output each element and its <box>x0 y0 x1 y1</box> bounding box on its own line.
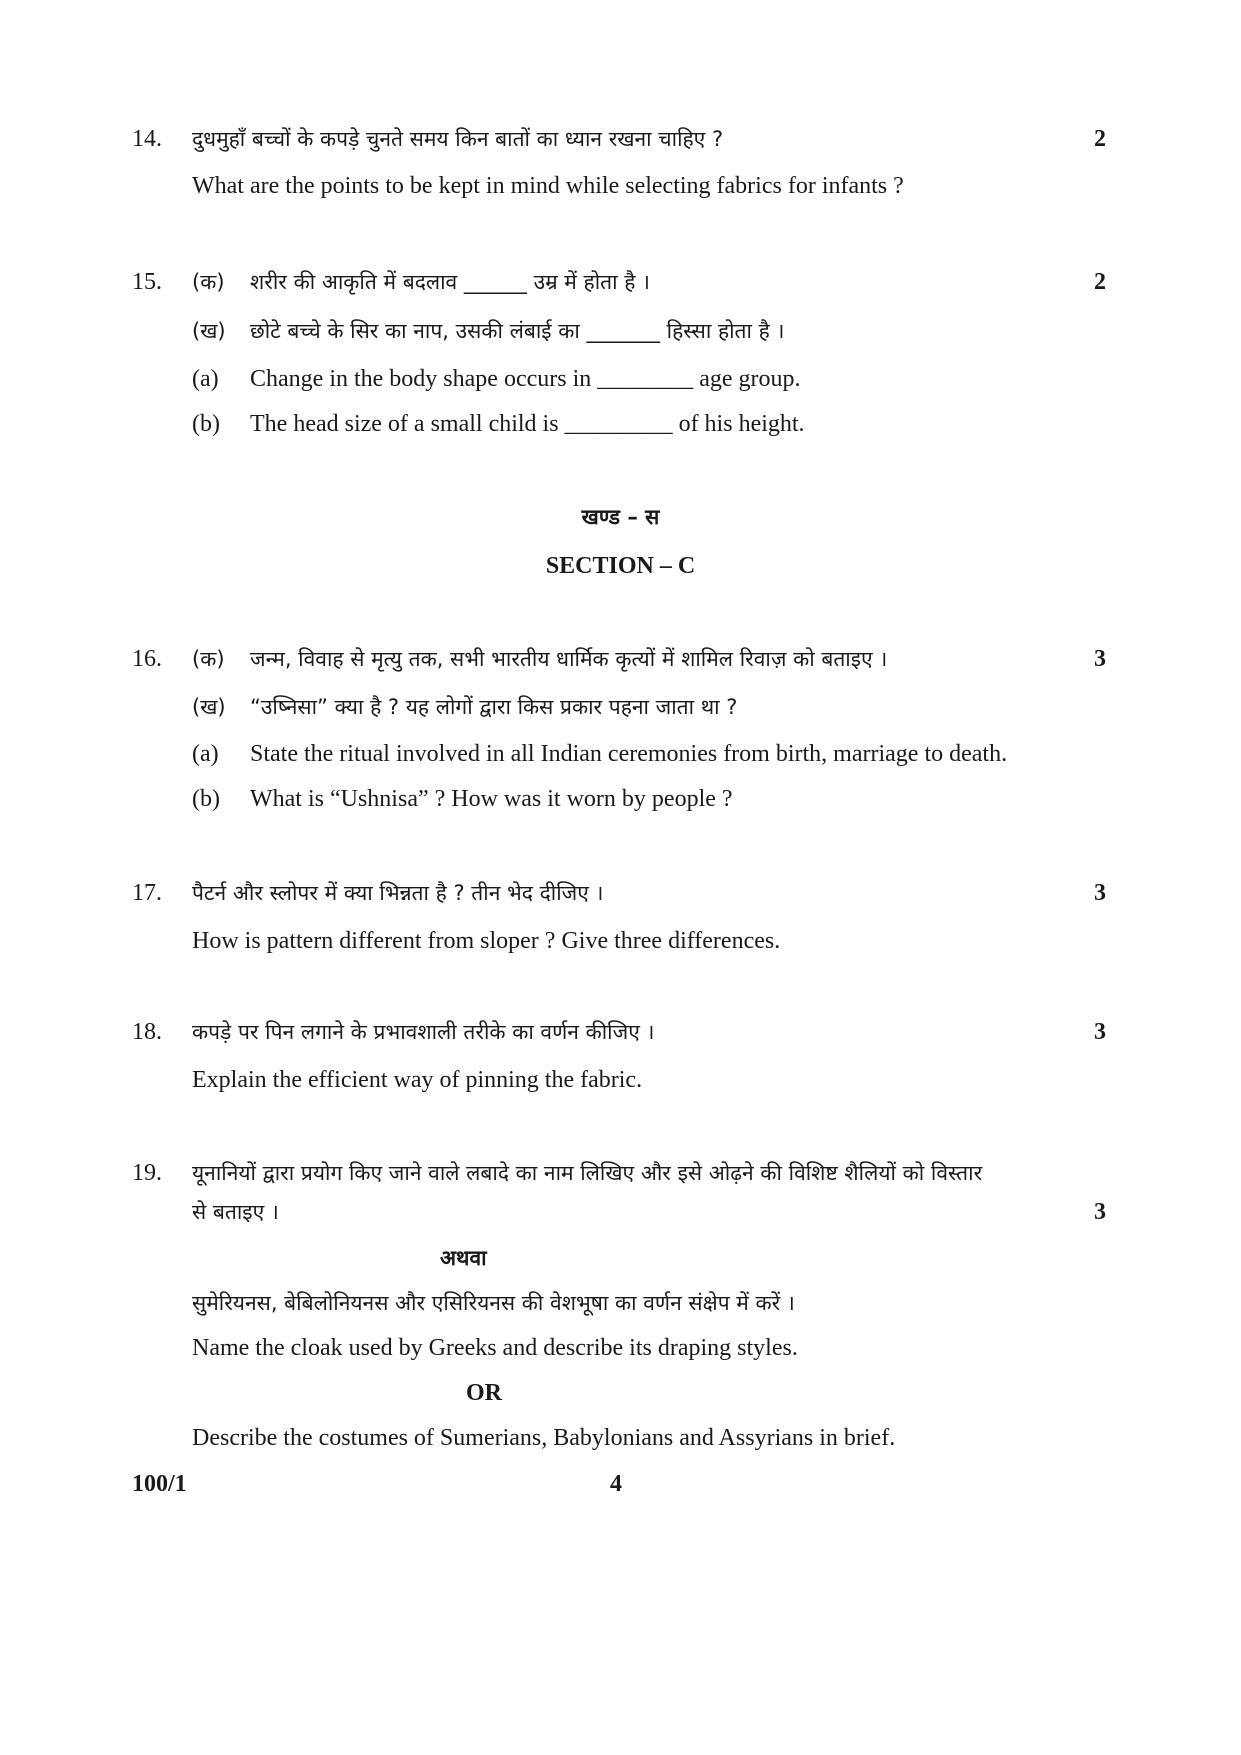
q16-part-kha-text: “उष्निसा” क्या है ? यह लोगों द्वारा किस प्रकार पहना जाता था ? <box>250 695 738 719</box>
q15-part-a-text: Change in the body shape occurs in ________ age group. <box>250 366 801 392</box>
q14-hindi: दुधमुहाँ बच्चों के कपड़े चुनते समय किन बातों का ध्यान रखना चाहिए ? <box>192 127 724 151</box>
q15-marks: 2 <box>1094 269 1106 295</box>
q18-hindi: कपड़े पर पिन लगाने के प्रभावशाली तरीके का वर्णन कीजिए । <box>192 1020 655 1044</box>
q17-marks: 3 <box>1094 880 1106 906</box>
q19-or-hindi: अथवा <box>440 1246 487 1270</box>
q15-part-b-label: (b) <box>192 411 220 437</box>
q15-part-a-label: (a) <box>192 366 219 392</box>
q16-part-b-label: (b) <box>192 786 220 812</box>
q17-number: 17. <box>132 880 162 906</box>
q17-hindi: पैटर्न और स्लोपर में क्या भिन्नता है ? तीन भेद दीजिए । <box>192 881 604 905</box>
q16-part-ka-label: (क) <box>192 647 225 671</box>
q15-part-ka-text: शरीर की आकृति में बदलाव ______ उम्र में होता है । <box>250 270 651 294</box>
page-number: 4 <box>610 1471 622 1497</box>
q18-english: Explain the efficient way of pinning the fabric. <box>192 1067 643 1093</box>
q19-alternative-hindi: सुमेरियनस, बेबिलोनियनस और एसिरियनस की वेशभूषा का वर्णन संक्षेप में करें । <box>192 1291 795 1315</box>
q15-part-ka-label: (क) <box>192 270 225 294</box>
q19-marks: 3 <box>1094 1199 1106 1225</box>
q19-hindi-line1: यूनानियों द्वारा प्रयोग किए जाने वाले लबादे का नाम लिखिए और इसे ओढ़ने की विशिष्ट शैलियों को विस्तार <box>192 1161 983 1185</box>
q16-number: 16. <box>132 646 162 672</box>
q16-part-a-text: State the ritual involved in all Indian ceremonies from birth, marriage to death. <box>250 741 1008 767</box>
q16-part-a-label: (a) <box>192 741 219 767</box>
q16-marks: 3 <box>1094 646 1106 672</box>
q19-number: 19. <box>132 1160 162 1186</box>
q14-number: 14. <box>132 126 162 152</box>
paper-code: 100/1 <box>132 1471 187 1497</box>
q16-part-kha-label: (ख) <box>192 695 226 719</box>
q15-part-kha-label: (ख) <box>192 319 226 343</box>
q18-number: 18. <box>132 1019 162 1045</box>
q15-part-b-text: The head size of a small child is _________ of his height. <box>250 411 805 437</box>
q19-hindi-line2: से बताइए । <box>192 1200 279 1224</box>
q14-marks: 2 <box>1094 126 1106 152</box>
q17-english: How is pattern different from sloper ? Give three differences. <box>192 928 781 954</box>
section-heading-hindi: खण्ड – स <box>581 505 660 529</box>
q15-number: 15. <box>132 269 162 295</box>
q19-english: Name the cloak used by Greeks and describe its draping styles. <box>192 1335 798 1361</box>
q16-part-ka-text: जन्म, विवाह से मृत्यु तक, सभी भारतीय धार्मिक कृत्यों में शामिल रिवाज़ को बताइए । <box>250 647 888 671</box>
q15-part-kha-text: छोटे बच्चे के सिर का नाप, उसकी लंबाई का _______ हिस्सा होता है । <box>250 319 785 343</box>
q16-part-b-text: What is “Ushnisa” ? How was it worn by people ? <box>250 786 733 812</box>
section-heading-english: SECTION – C <box>545 553 696 579</box>
q19-alternative-english: Describe the costumes of Sumerians, Babylonians and Assyrians in brief. <box>192 1425 896 1451</box>
q18-marks: 3 <box>1094 1019 1106 1045</box>
q19-or-english: OR <box>466 1380 502 1406</box>
q14-english: What are the points to be kept in mind while selecting fabrics for infants ? <box>192 173 904 199</box>
